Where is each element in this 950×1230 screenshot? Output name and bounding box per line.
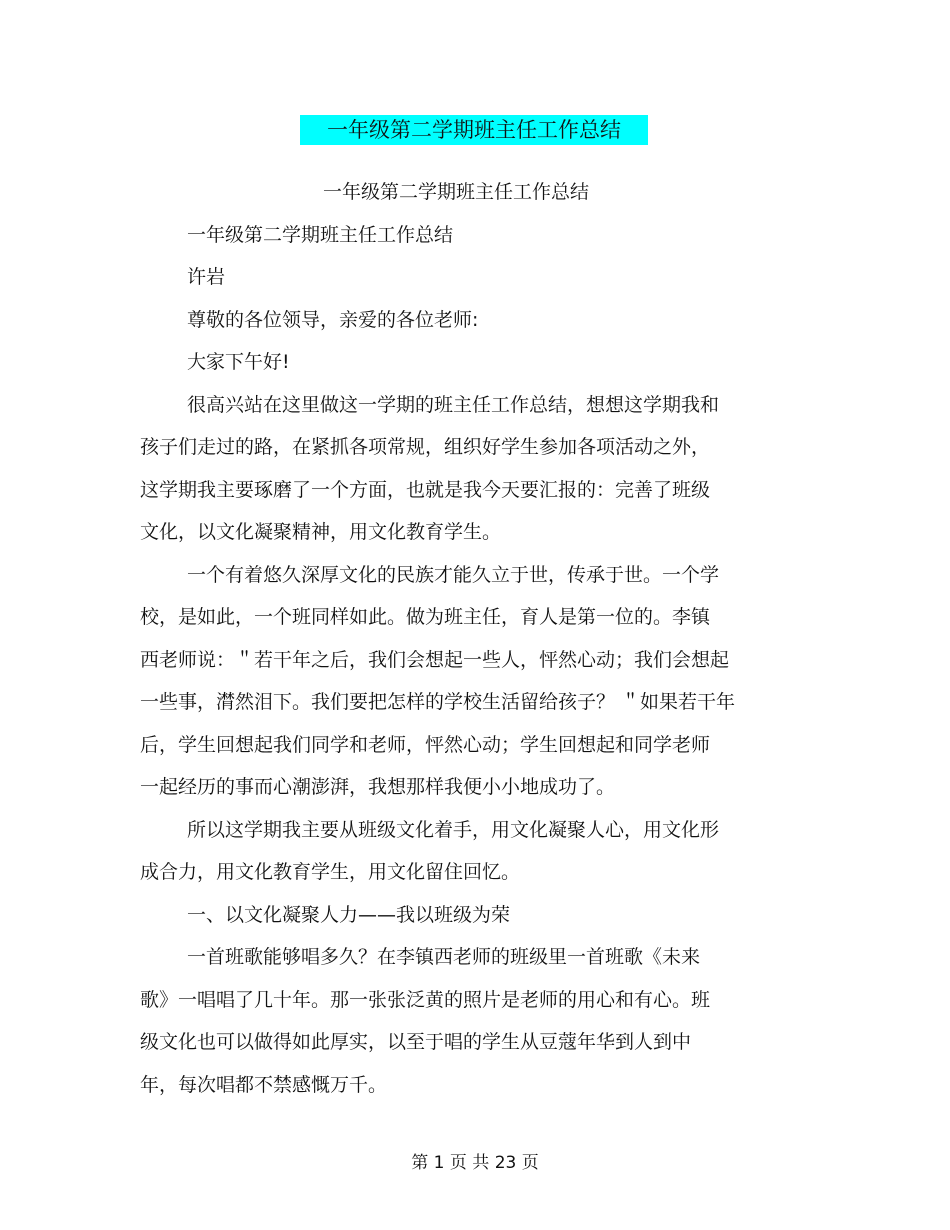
paragraph-line: 年，每次唱都不禁感慨万千。 <box>140 1074 388 1096</box>
paragraph-line: 后，学生回想起我们同学和老师，怦然心动；学生回想起和同学老师 <box>140 734 711 756</box>
paragraph-line: 文化，以文化凝聚精神，用文化教育学生。 <box>140 521 502 543</box>
page-label-mid: 页 共 <box>449 1153 490 1173</box>
paragraph-line: 成合力，用文化教育学生，用文化留住回忆。 <box>140 861 521 883</box>
page-label-suffix: 页 <box>521 1153 539 1173</box>
subtitle-line: 一年级第二学期班主任工作总结 <box>187 224 454 246</box>
page-footer <box>0 1150 950 1176</box>
paragraph-line: 孩子们走过的路，在紧抓各项常规，组织好学生参加各项活动之外， <box>140 436 711 458</box>
paragraph-line: 校，是如此，一个班同样如此。做为班主任，育人是第一位的。李镇 <box>140 606 711 628</box>
page-title-highlight: 一年级第二学期班主任工作总结 <box>300 115 648 145</box>
paragraph-line: 这学期我主要琢磨了一个方面，也就是我今天要汇报的：完善了班级 <box>140 479 711 501</box>
document-heading: 一年级第二学期班主任工作总结 <box>323 181 590 203</box>
paragraph-line: 很高兴站在这里做这一学期的班主任工作总结，想想这学期我和 <box>187 394 720 416</box>
page-label-prefix: 第 <box>411 1153 429 1173</box>
author-line: 许岩 <box>187 266 226 288</box>
paragraph-line: 级文化也可以做得如此厚实，以至于唱的学生从豆蔻年华到人到中 <box>140 1031 692 1053</box>
paragraph-line: 一起经历的事而心潮澎湃，我想那样我便小小地成功了。 <box>140 776 616 798</box>
paragraph-line: 歌》一唱唱了几十年。那一张张泛黄的照片是老师的用心和有心。班 <box>140 989 711 1011</box>
paragraph-line: 一首班歌能够唱多久？在李镇西老师的班级里一首班歌《未来 <box>187 946 701 968</box>
salutation-line: 尊敬的各位领导，亲爱的各位老师: <box>187 309 479 331</box>
greeting-line: 大家下午好! <box>187 351 290 373</box>
paragraph-line: 西老师说：＂若干年之后，我们会想起一些人，怦然心动；我们会想起 <box>140 649 730 671</box>
section-heading: 一、以文化凝聚人力——我以班级为荣 <box>187 904 511 926</box>
paragraph-line: 一个有着悠久深厚文化的民族才能久立于世，传承于世。一个学 <box>187 564 720 586</box>
current-page-number: 1 <box>433 1153 445 1173</box>
paragraph-line: 一些事，潸然泪下。我们要把怎样的学校生活留给孩子？ ＂如果若干年 <box>140 691 736 713</box>
paragraph-line: 所以这学期我主要从班级文化着手，用文化凝聚人心，用文化形 <box>187 819 720 841</box>
total-pages-number: 23 <box>494 1153 517 1173</box>
